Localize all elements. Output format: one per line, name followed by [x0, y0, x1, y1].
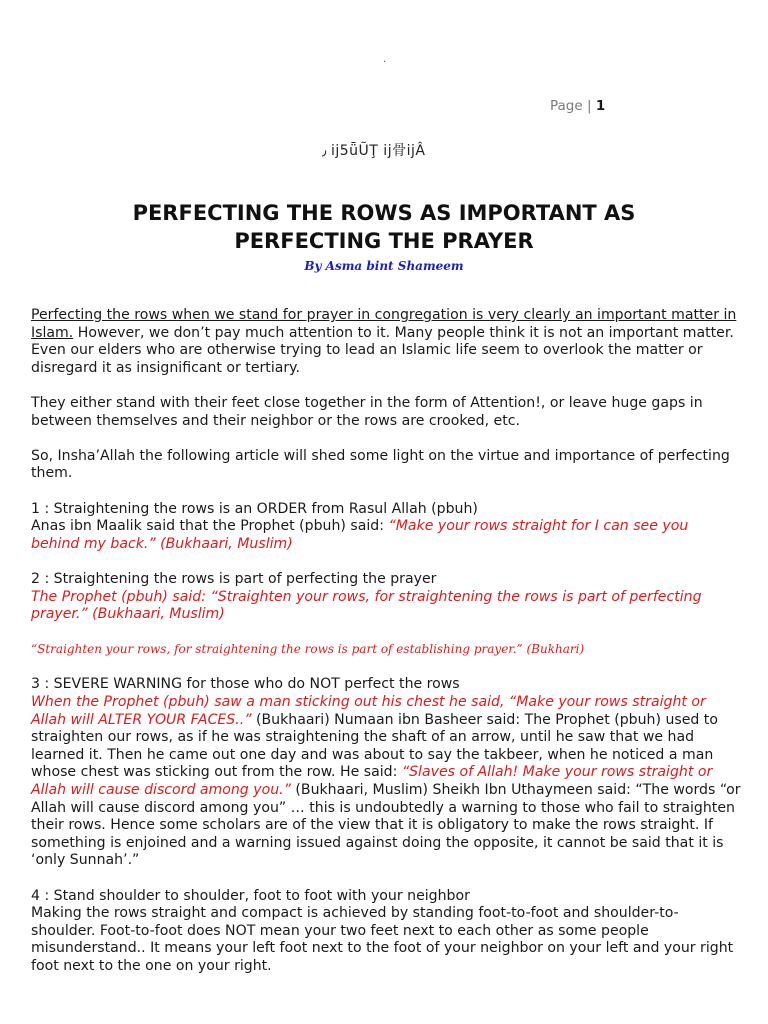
section-2: [31, 571, 741, 624]
section-3-text-1: (Bukhaari) Numaan ibn Basheer said: The Prophet (pbuh) used to straighten our rows, as if he was straightening the shaft of an arrow, until he saw that we had learned it. Then he came out one day and was about to say the takbeer, when he noticed a man whose chest was sticking out from the row. He said:: [31, 711, 718, 781]
section-4-text: Making the rows straight and compact is achieved by standing foot-to-foot and shoulder-to-shoulder. Foot-to-foot does NOT mean your two feet next to each other as some people misunderstand.. It means your left foot next to the foot of your neighbor on your left and your right foot next to the one on your right.: [31, 905, 734, 974]
document-title: [40, 199, 728, 255]
section-2-heading: 2 : Straightening the rows is part of perfecting the prayer: [31, 570, 437, 587]
section-4-heading: 4 : Stand shoulder to shoulder, foot to foot with your neighbor: [31, 887, 470, 904]
garbled-header-glyphs: ٫ ij5ǖŨŢ ij骨ijÂ: [322, 143, 426, 159]
intro-text: However, we don’t pay much attention to it. Many people think it is not an important matter. Even our elders who are otherwise trying to lead an Islamic life seem to overlook the matter or disregard it as insignificant or tertiary.: [31, 324, 734, 376]
page-label: Page |: [550, 98, 596, 114]
section-3: [31, 676, 741, 870]
title-line-1: PERFECTING THE ROWS AS IMPORTANT AS: [132, 201, 636, 225]
page-number: [550, 98, 605, 114]
section-1-heading: 1 : Straightening the rows is an ORDER from Rasul Allah (pbuh): [31, 500, 478, 517]
paragraph-article-purpose: So, Insha’Allah the following article will shed some light on the virtue and importance of perfecting them.: [31, 447, 730, 482]
section-3-quote-2: “Slaves of Allah! Make your rows straight or Allah will cause discord among you.”: [31, 764, 713, 799]
document-body: [31, 307, 741, 993]
section-1: [31, 501, 741, 554]
header-dot: ·: [383, 57, 387, 68]
section-2-quote-bukhari: “Straighten your rows, for straightening the rows is part of establishing prayer.” (Bukhari): [31, 642, 585, 657]
section-1-text: Anas ibn Maalik said that the Prophet (pbuh) said:: [31, 518, 389, 535]
intro-underlined-text: Perfecting the rows when we stand for prayer in congregation is very clearly an important matter in Islam.: [31, 307, 737, 341]
author-byline: By Asma bint Shameem: [304, 259, 464, 273]
paragraph-intro: [31, 307, 741, 377]
paragraph-gaps: They either stand with their feet close together in the form of Attention!, or leave huge gaps in between themselves and their neighbor or the rows are crooked, etc.: [31, 394, 703, 429]
section-3-quote-1: When the Prophet (pbuh) saw a man sticking out his chest he said, “Make your rows straight or Allah will ALTER YOUR FACES..”: [31, 694, 706, 728]
section-4: [31, 888, 741, 976]
title-line-2: PERFECTING THE PRAYER: [234, 229, 534, 253]
section-3-heading: 3 : SEVERE WARNING for those who do NOT perfect the rows: [31, 676, 460, 693]
section-2-quote: The Prophet (pbuh) said: “Straighten your rows, for straightening the rows is part of perfecting prayer.” (Bukhaari, Muslim): [31, 588, 702, 623]
page-number-value: 1: [595, 98, 606, 114]
section-1-quote: “Make your rows straight for I can see you behind my back.” (Bukhaari, Muslim): [31, 518, 689, 552]
section-3-text-2: (Bukhaari, Muslim) Sheikh Ibn Uthaymeen said: “The words “or Allah will cause discord among you” … this is undoubtedly a warning to those who fail to straighten their rows. Hence some scholars are of the view that it is obligatory to make the rows straight. If something is enjoined and a warning issued against doing the opposite, it cannot be said that it is ‘only Sunnah’.”: [31, 782, 741, 869]
